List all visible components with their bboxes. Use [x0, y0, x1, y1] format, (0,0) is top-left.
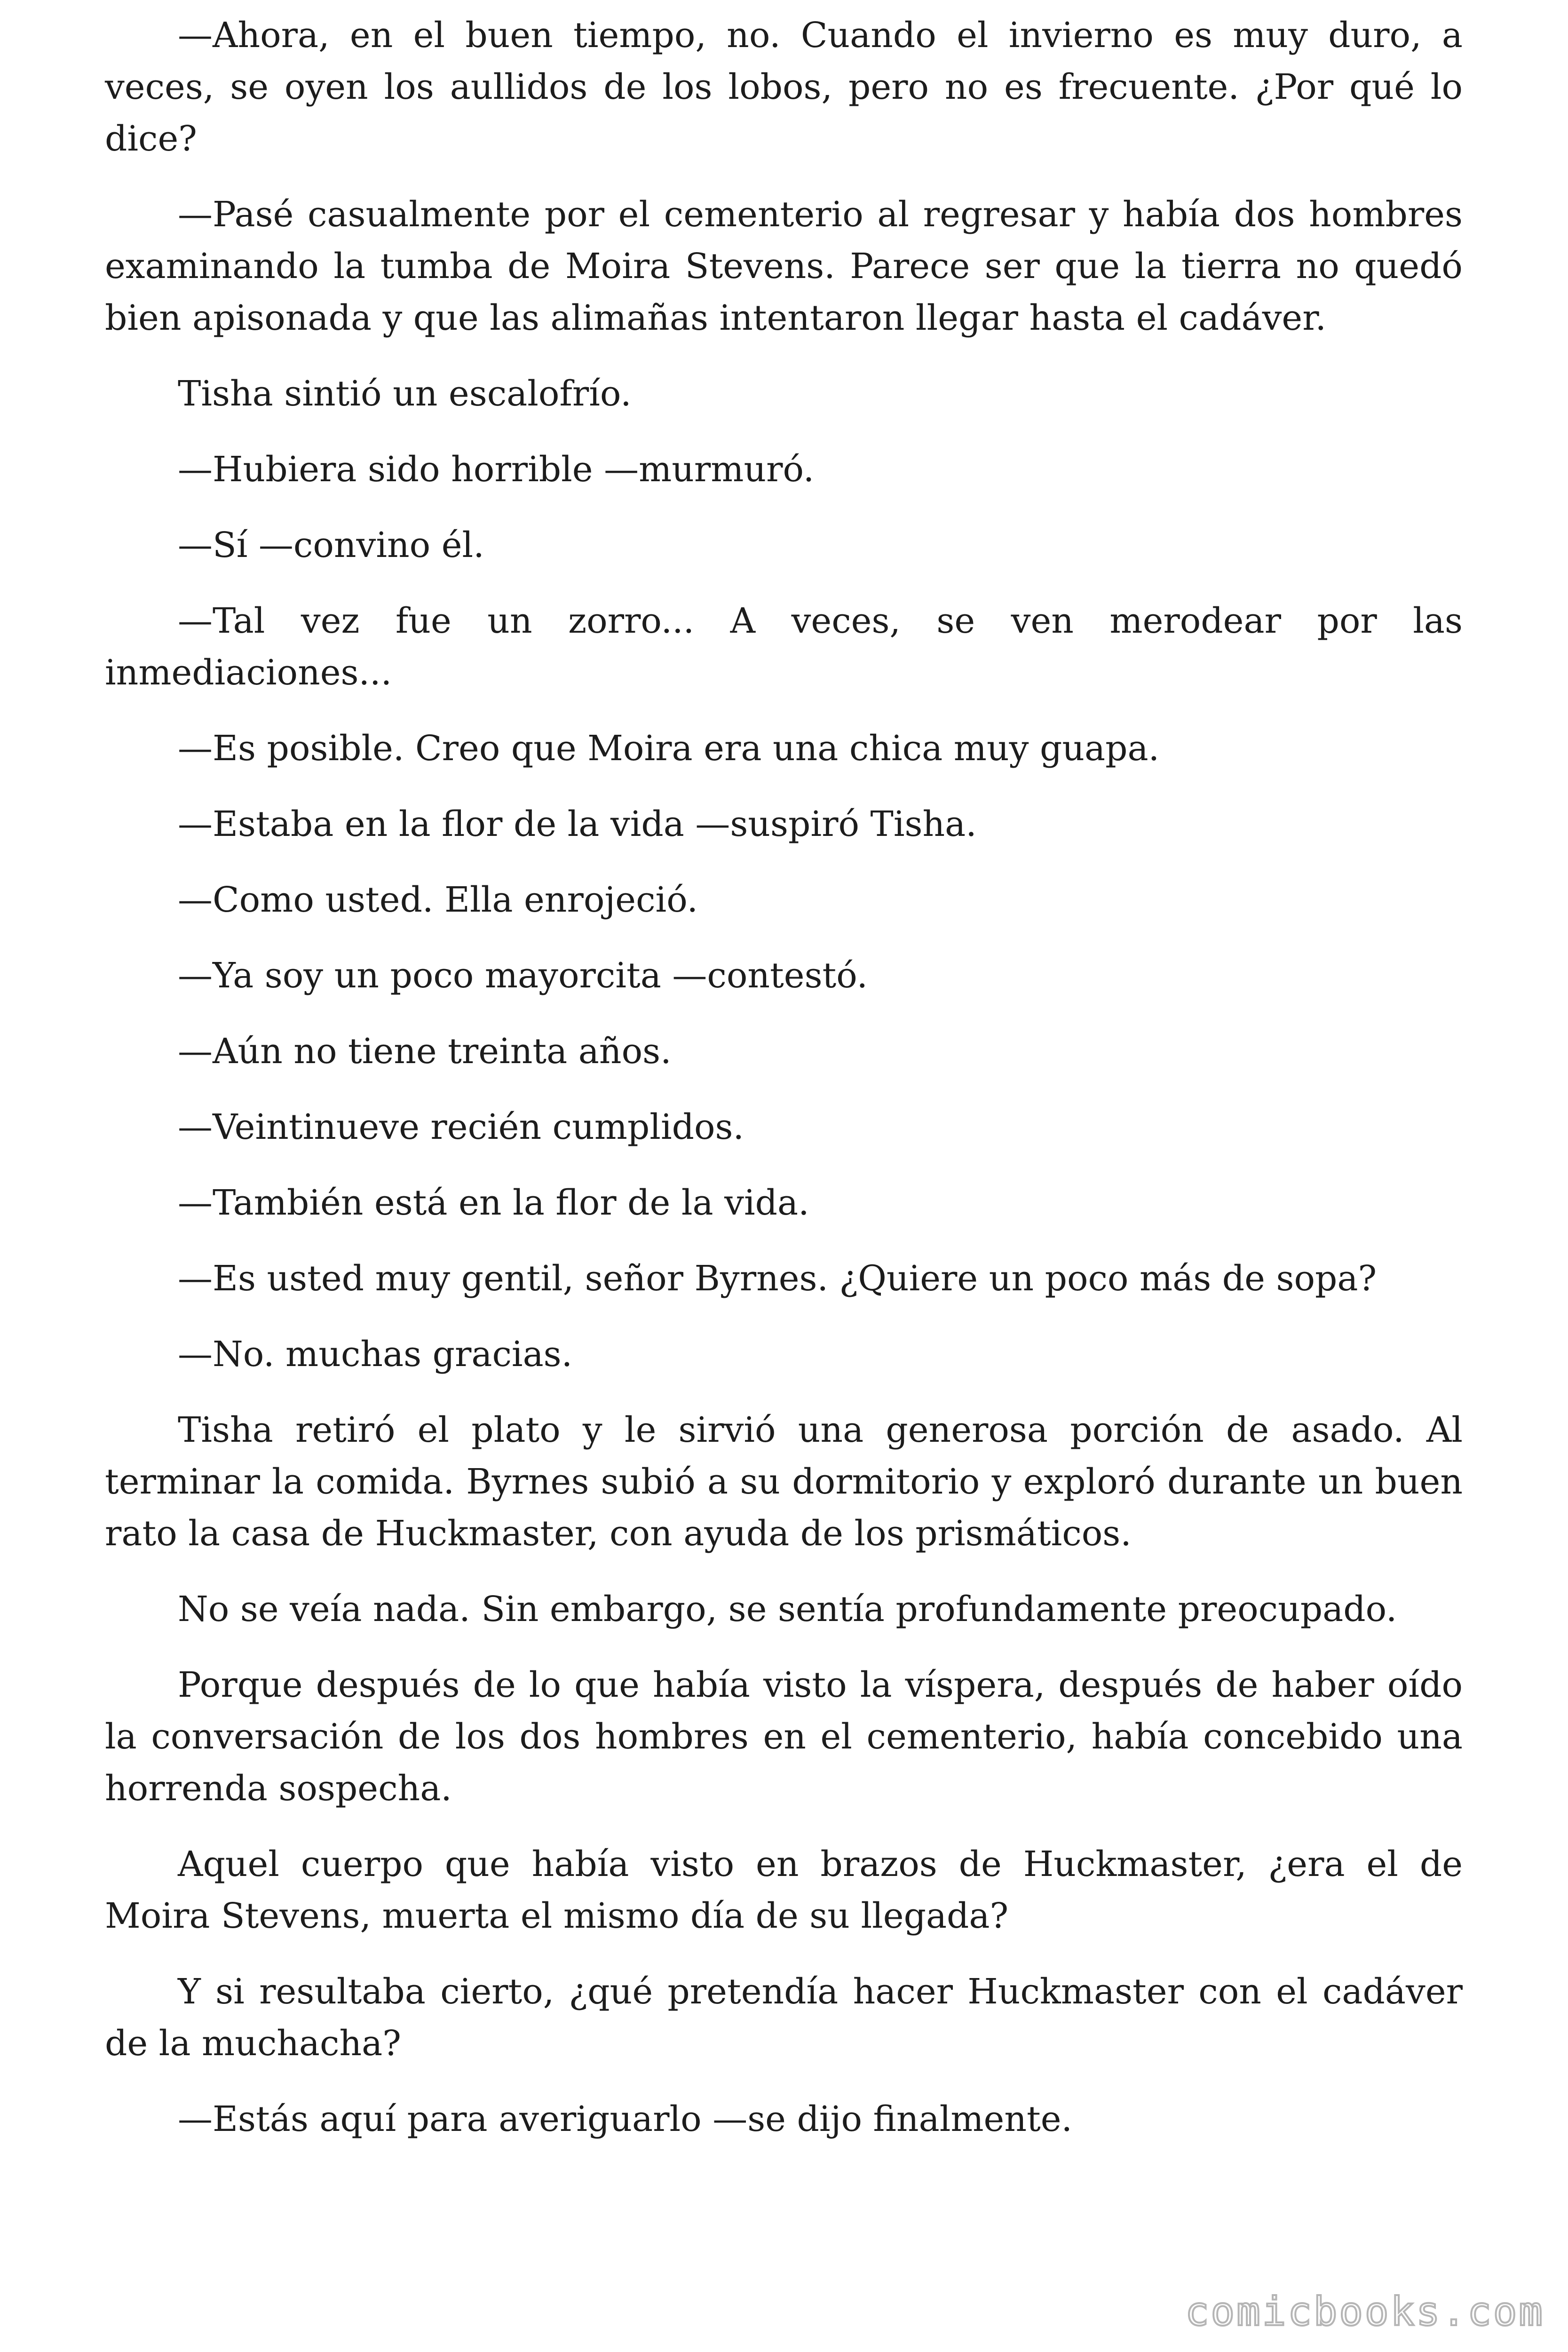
paragraph: No se veía nada. Sin embargo, se sentía profundamente preocupado. [178, 1589, 1397, 1629]
paragraph: —Aún no tiene treinta años. [178, 1031, 672, 1072]
paragraph: Tisha sintió un escalofrío. [178, 373, 632, 414]
paragraph: —Ya soy un poco mayorcita —contestó. [178, 955, 868, 996]
paragraph: —No. muchas gracias. [178, 1334, 573, 1375]
paragraph: Porque después de lo que había visto la víspera, después de haber oído la conversación de los dos hombres en el cementerio, había concebido una horrenda sospecha. [105, 1665, 1463, 1809]
paragraph: Aquel cuerpo que había visto en brazos de Huckmaster, ¿era el de Moira Stevens, muerta el mismo día de su llegada? [105, 1844, 1463, 1936]
paragraph: —Estaba en la flor de la vida —suspiró Tisha. [178, 804, 977, 844]
paragraph: —Ahora, en el buen tiempo, no. Cuando el invierno es muy duro, a veces, se oyen los aullidos de los lobos, pero no es frecuente. ¿Por qué lo dice? [105, 15, 1463, 159]
paragraph: —Como usted. Ella enrojeció. [178, 880, 698, 920]
watermark: comicbooks.com [1185, 2288, 1544, 2335]
paragraph: —Tal vez fue un zorro... A veces, se ven merodear por las inmediaciones... [105, 601, 1463, 693]
paragraph: —Estás aquí para averiguarlo —se dijo finalmente. [178, 2099, 1073, 2139]
paragraph: Tisha retiró el plato y le sirvió una generosa porción de asado. Al terminar la comida. Byrnes subió a su dormitorio y exploró durante un buen rato la casa de Huckmaster, con ayuda de los prismáticos. [105, 1410, 1463, 1554]
paragraph: —Veintinueve recién cumplidos. [178, 1107, 744, 1147]
paragraph: —Pasé casualmente por el cementerio al regresar y había dos hombres examinando la tumba de Moira Stevens. Parece ser que la tierra no quedó bien apisonada y que las alimañas intentaron llegar hasta el cadáver. [105, 194, 1463, 338]
page-body-text [105, 9, 1463, 2169]
paragraph: Y si resultaba cierto, ¿qué pretendía hacer Huckmaster con el cadáver de la muchacha? [105, 1971, 1463, 2064]
paragraph: —Es posible. Creo que Moira era una chica muy guapa. [178, 728, 1160, 769]
paragraph: —Es usted muy gentil, señor Byrnes. ¿Quiere un poco más de sopa? [178, 1258, 1377, 1299]
paragraph: —También está en la flor de la vida. [178, 1183, 809, 1223]
paragraph: —Hubiera sido horrible —murmuró. [178, 449, 815, 490]
paragraph: —Sí —convino él. [178, 525, 484, 565]
